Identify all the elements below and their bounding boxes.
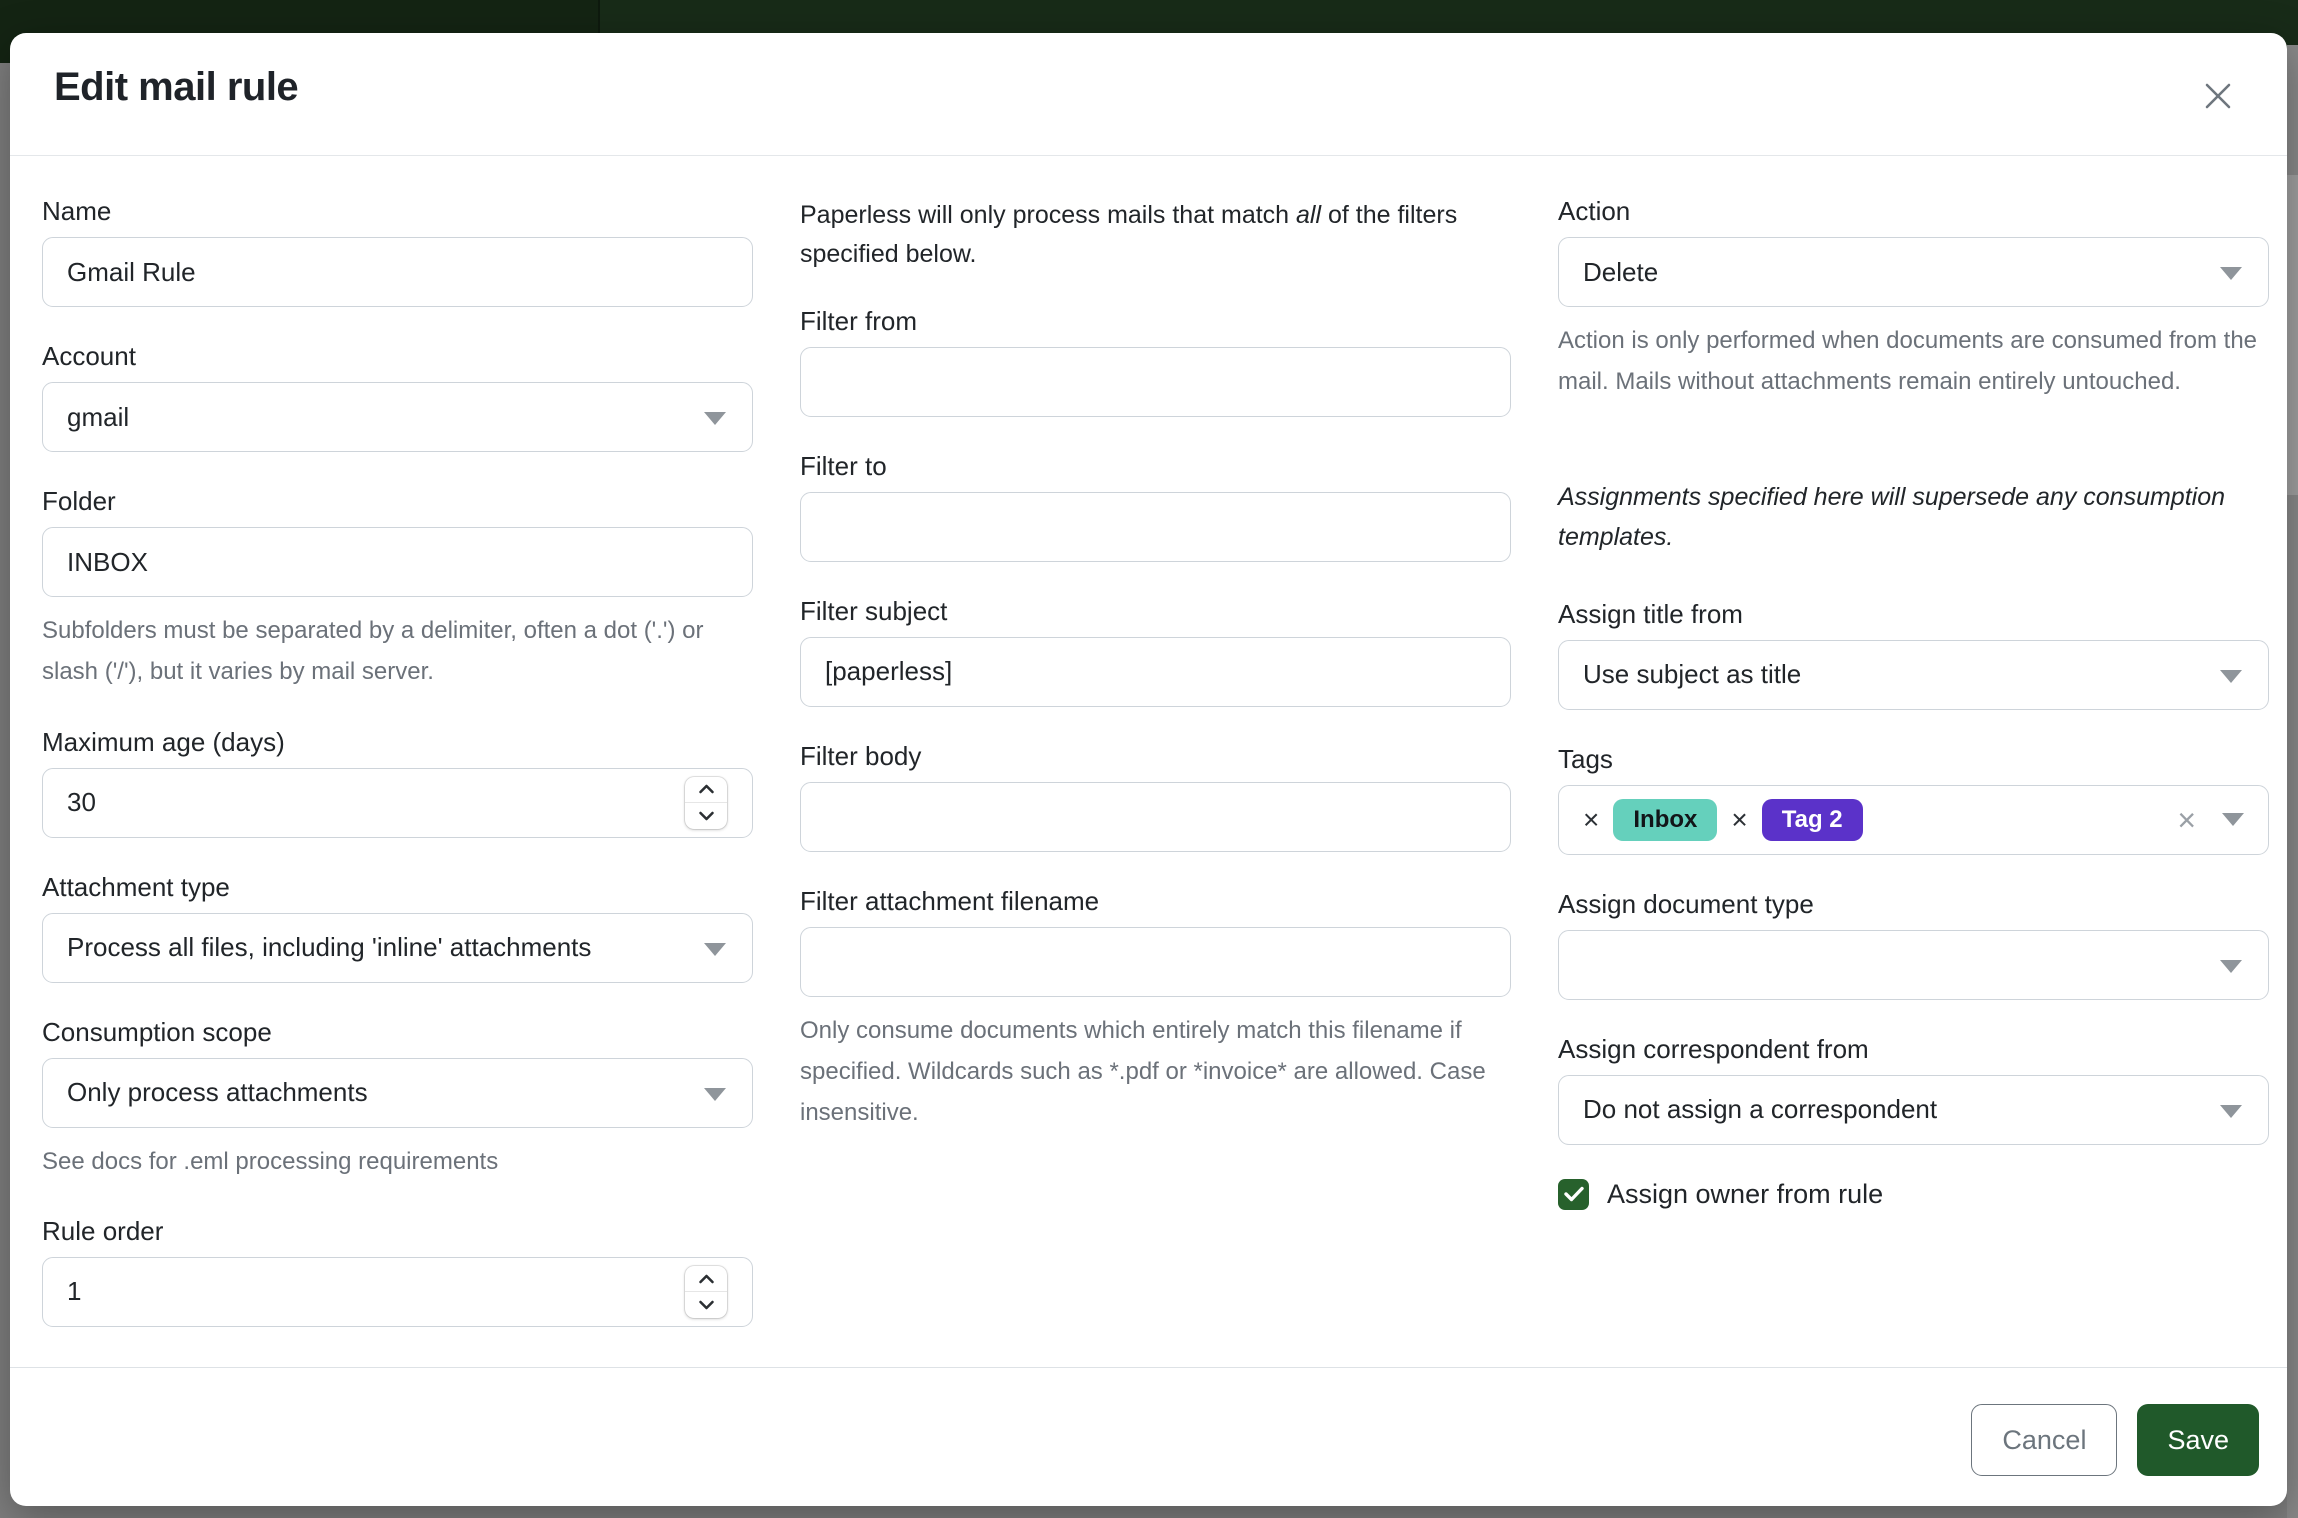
consumption-scope-help-text: See docs for .eml processing requirements <box>42 1147 499 1175</box>
filter-body-label: Filter body <box>800 740 922 771</box>
attachment-type-select[interactable] <box>42 913 753 983</box>
field-filter-subject <box>800 596 1511 707</box>
dialog-title: Edit mail rule <box>54 65 299 109</box>
name-label: Name <box>42 196 112 226</box>
filter-from-label: Filter from <box>800 305 917 336</box>
column-rule-settings <box>42 196 753 1367</box>
filter-body-input[interactable] <box>800 782 1511 852</box>
field-rule-order <box>42 1216 753 1327</box>
field-assign-owner <box>1558 1179 2269 1210</box>
folder-input[interactable] <box>42 527 753 597</box>
dialog-footer <box>10 1367 2287 1506</box>
action-help-text: Action is only performed when documents are consumed from the mail. Mails without attachments remain entirely untouched. <box>1558 327 2258 396</box>
field-filter-from <box>800 306 1511 417</box>
rule-order-stepper[interactable] <box>685 1266 727 1318</box>
assign-title-from-select-value: Use subject as title <box>1583 659 1802 690</box>
action-select[interactable] <box>1558 237 2269 307</box>
close-icon[interactable] <box>2193 71 2243 121</box>
checkmark-icon <box>1564 1186 1584 1202</box>
attachment-type-label: Attachment type <box>42 871 230 902</box>
rule-order-input[interactable] <box>42 1257 753 1327</box>
tags-label: Tags <box>1558 743 1613 774</box>
filters-intro-text: Paperless will only process mails that match all of the filters specified below. <box>800 201 1458 268</box>
tags-multiselect[interactable] <box>1558 785 2269 855</box>
page-scrollbar[interactable] <box>2287 45 2298 1518</box>
assign-correspondent-from-label: Assign correspondent from <box>1558 1033 1869 1064</box>
maximum-age-input[interactable] <box>42 768 753 838</box>
tag-badge-tag2: Tag 2 <box>1762 799 1863 841</box>
filter-attachment-filename-input[interactable] <box>800 927 1511 997</box>
edit-mail-rule-dialog <box>10 33 2287 1506</box>
account-select[interactable] <box>42 382 753 452</box>
field-action <box>1558 196 2269 403</box>
filter-to-label: Filter to <box>800 450 887 481</box>
field-attachment-type <box>42 872 753 983</box>
assign-correspondent-from-select[interactable] <box>1558 1075 2269 1145</box>
field-filter-attachment-filename <box>800 886 1511 1134</box>
cancel-button[interactable]: Cancel <box>1971 1404 2117 1476</box>
consumption-scope-label: Consumption scope <box>42 1016 272 1047</box>
name-input[interactable] <box>42 237 753 307</box>
rule-order-label: Rule order <box>42 1215 164 1246</box>
remove-tag-icon[interactable]: × <box>1583 803 1600 835</box>
filter-attachment-filename-help-text: Only consume documents which entirely match this filename if specified. Wildcards such as *.pdf or *invoice* are allowed. Case insensitive. <box>800 1016 1486 1127</box>
account-select-value: gmail <box>67 401 130 432</box>
stepper-up-icon[interactable] <box>685 1266 727 1293</box>
assign-title-from-select[interactable] <box>1558 640 2269 710</box>
chevron-down-icon <box>2220 670 2242 683</box>
page-scrollbar-thumb[interactable] <box>2287 175 2298 495</box>
save-button[interactable]: Save <box>2137 1404 2259 1476</box>
dialog-header <box>10 33 2287 156</box>
field-folder <box>42 486 753 693</box>
chevron-down-icon <box>704 412 726 425</box>
maximum-age-label: Maximum age (days) <box>42 726 285 757</box>
chevron-down-icon[interactable] <box>2222 813 2244 826</box>
column-filters <box>800 196 1511 1367</box>
field-assign-title-from <box>1558 599 2269 710</box>
field-account <box>42 341 753 452</box>
field-consumption-scope <box>42 1017 753 1182</box>
assign-document-type-select[interactable] <box>1558 930 2269 1000</box>
chevron-down-icon <box>704 943 726 956</box>
assign-owner-label: Assign owner from rule <box>1607 1178 1884 1209</box>
field-maximum-age <box>42 727 753 838</box>
folder-label: Folder <box>42 486 116 516</box>
filter-attachment-filename-label: Filter attachment filename <box>800 885 1100 916</box>
maximum-age-stepper[interactable] <box>685 777 727 829</box>
folder-help-text: Subfolders must be separated by a delimiter, often a dot ('.') or slash ('/'), but it varies by mail server. <box>42 617 704 686</box>
filter-from-input[interactable] <box>800 347 1511 417</box>
column-actions-assignments <box>1558 196 2269 1367</box>
assignments-note: Assignments specified here will supersede any consumption templates. <box>1558 482 2226 551</box>
chevron-down-icon <box>704 1088 726 1101</box>
close-x-glyph <box>2201 79 2235 113</box>
field-filter-to <box>800 451 1511 562</box>
filter-to-input[interactable] <box>800 492 1511 562</box>
filter-subject-input[interactable] <box>800 637 1511 707</box>
action-label: Action <box>1558 196 1631 226</box>
chevron-down-icon <box>2220 1105 2242 1118</box>
field-filter-body <box>800 741 1511 852</box>
remove-tag-icon[interactable]: × <box>1731 803 1748 835</box>
chevron-down-icon <box>2220 267 2242 280</box>
action-select-value: Delete <box>1583 256 1659 287</box>
assign-correspondent-from-select-value: Do not assign a correspondent <box>1583 1094 1938 1125</box>
field-tags <box>1558 744 2269 855</box>
stepper-up-icon[interactable] <box>685 777 727 804</box>
tag-badge-inbox: Inbox <box>1613 799 1717 841</box>
clear-all-tags-icon[interactable]: × <box>2177 801 2196 838</box>
intro-italic-word: all <box>1296 201 1322 229</box>
field-assign-document-type <box>1558 889 2269 1000</box>
attachment-type-select-value: Process all files, including 'inline' attachments <box>67 932 592 963</box>
chevron-down-icon <box>2220 960 2242 973</box>
filter-subject-label: Filter subject <box>800 595 948 626</box>
stepper-down-icon[interactable] <box>685 803 727 829</box>
field-name <box>42 196 753 307</box>
field-assign-correspondent-from <box>1558 1034 2269 1145</box>
consumption-scope-select-value: Only process attachments <box>67 1077 368 1108</box>
account-label: Account <box>42 341 136 371</box>
assign-document-type-label: Assign document type <box>1558 888 1814 919</box>
consumption-scope-select[interactable] <box>42 1058 753 1128</box>
assign-owner-checkbox[interactable] <box>1558 1179 1589 1210</box>
assign-title-from-label: Assign title from <box>1558 598 1743 629</box>
dialog-body <box>10 156 2287 1367</box>
stepper-down-icon[interactable] <box>685 1292 727 1318</box>
